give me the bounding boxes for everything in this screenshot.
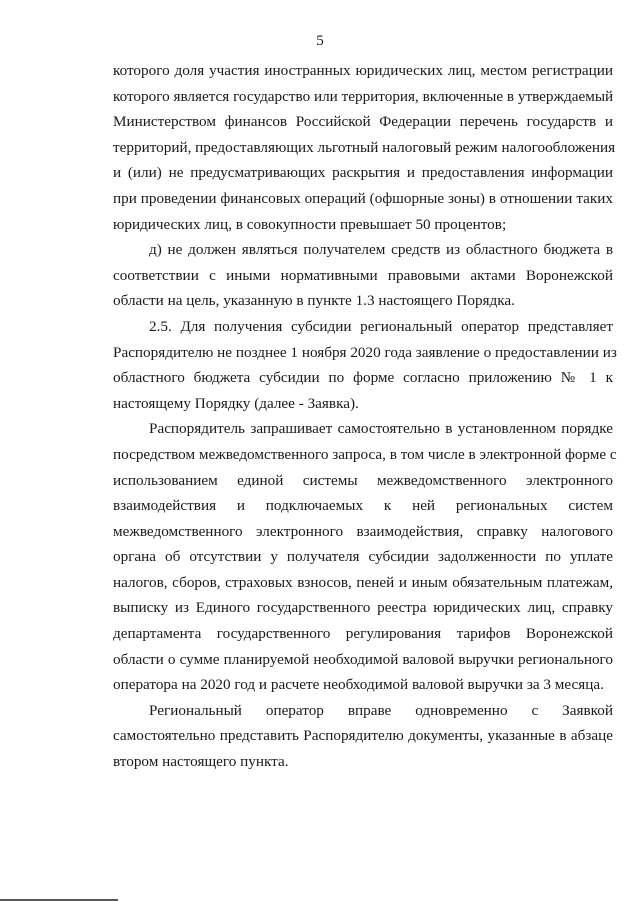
text-line: области о сумме планируемой необходимой валовой выручки регионального bbox=[113, 650, 613, 668]
text-line: органа об отсутствии у получателя субсидии задолженности по уплате bbox=[113, 548, 613, 566]
text-line: д) не должен являться получателем средств из областного бюджета в bbox=[149, 241, 613, 259]
text-line: юридических лиц, в совокупности превышает 50 процентов; bbox=[113, 215, 507, 233]
paragraph-operator bbox=[113, 698, 613, 775]
text-line: территорий, предоставляющих льготный налоговый режим налогообложения bbox=[113, 138, 616, 156]
text-line: посредством межведомственного запроса, в том числе в электронной форме с bbox=[113, 445, 617, 463]
text-line: которого доля участия иностранных юридических лиц, местом регистрации bbox=[113, 62, 613, 79]
text-line: соответствии с иными нормативными правовыми актами Воронежской bbox=[113, 266, 613, 284]
paragraph-2-5 bbox=[113, 314, 617, 416]
paragraph-d bbox=[113, 237, 613, 314]
text-line: Распорядителю не позднее 1 ноября 2020 года заявление о предоставлении из bbox=[113, 343, 617, 361]
text-line: взаимодействия и подключаемых к ней региональных систем bbox=[113, 497, 613, 515]
text-line: областного бюджета субсидии по форме согласно приложению № 1 к bbox=[113, 369, 613, 387]
text-line: области на цель, указанную в пункте 1.3 настоящего Порядка. bbox=[113, 292, 515, 310]
text-line: и (или) не предусматривающих раскрытия и предоставления информации bbox=[113, 164, 613, 182]
text-line: самостоятельно представить Распорядителю документы, указанные в абзаце bbox=[113, 727, 613, 745]
text-line: межведомственного электронного взаимодействия, справку налогового bbox=[113, 522, 613, 540]
text-line: которого является государство или территория, включенные в утверждаемый bbox=[113, 87, 614, 105]
text-line: департамента государственного регулирования тарифов Воронежской bbox=[113, 625, 613, 643]
document-body bbox=[113, 58, 617, 775]
text-line: Региональный оператор вправе одновременно с Заявкой bbox=[149, 701, 613, 719]
text-line: втором настоящего пункта. bbox=[113, 753, 289, 771]
text-line: оператора на 2020 год и расчете необходимой валовой выручки за 3 месяца. bbox=[113, 676, 604, 694]
text-line: выписку из Единого государственного реестра юридических лиц, справку bbox=[113, 599, 613, 617]
paragraph-request bbox=[113, 416, 617, 698]
text-line: настоящему Порядку (далее - Заявка). bbox=[113, 394, 359, 412]
text-line: использованием единой системы межведомственного электронного bbox=[113, 471, 613, 489]
text-line: налогов, сборов, страховых взносов, пеней и иным обязательным платежам, bbox=[113, 573, 613, 591]
text-line: при проведении финансовых операций (офшорные зоны) в отношении таких bbox=[113, 189, 613, 207]
text-line: Министерством финансов Российской Федерации перечень государств и bbox=[113, 113, 613, 131]
paragraph-continuation bbox=[113, 58, 616, 237]
page-number: 5 bbox=[316, 33, 324, 49]
text-line: 2.5. Для получения субсидии региональный оператор представляет bbox=[149, 317, 613, 335]
text-line: Распорядитель запрашивает самостоятельно в установленном порядке bbox=[149, 420, 613, 438]
